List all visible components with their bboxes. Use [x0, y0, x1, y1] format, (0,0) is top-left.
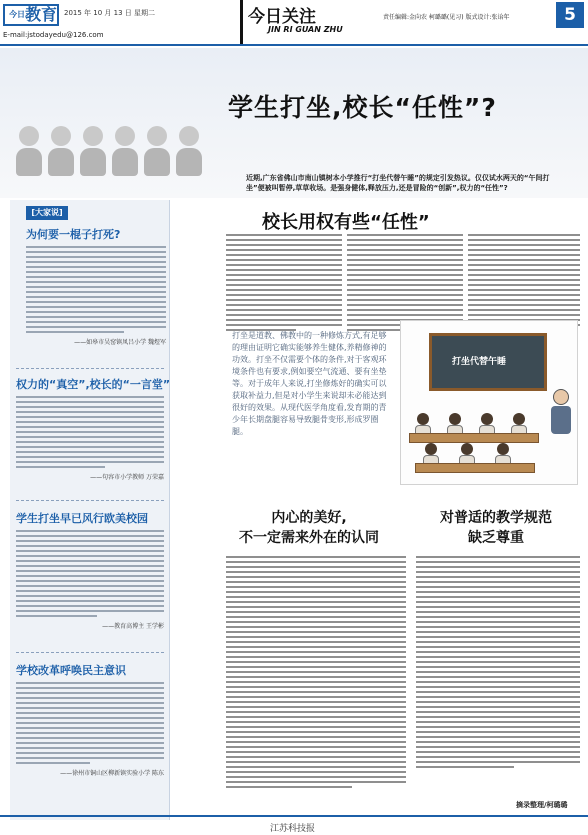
student-figure-icon — [423, 443, 439, 465]
main-article-title[interactable]: 校长用权有些“任性” — [262, 212, 430, 233]
meditation-figure-icon — [176, 126, 202, 176]
meditation-figure-icon — [144, 126, 170, 176]
sidebar-article-body — [16, 682, 164, 764]
sidebar-article-title[interactable]: 为何要一棍子打死? — [26, 228, 121, 241]
contact-email[interactable]: E-mail:jstodayedu@126.com — [3, 31, 104, 39]
section3-author: 摘录整理/柯璐璐 — [516, 801, 568, 809]
chalkboard-text: 打坐代替午睡 — [452, 357, 507, 367]
editor-credits: 责任编辑:金向农 柯璐璐(见习) 版式设计:张诒年 — [383, 14, 510, 21]
article-column — [416, 556, 580, 768]
meditation-figure-icon — [16, 126, 42, 176]
section3-title-line1[interactable]: 对普适的教学规范 — [440, 510, 552, 526]
sidebar-article-author: ——如皋市吴窑镇凤吕小学 魏煜军 — [74, 339, 166, 346]
article-column — [226, 234, 342, 331]
student-figure-icon — [479, 413, 495, 435]
student-figure-icon — [511, 413, 527, 435]
article-column — [347, 234, 463, 331]
sidebar-article-author: ——教育高博主 王学彬 — [102, 623, 164, 630]
section2-title-line1[interactable]: 内心的美好, — [271, 510, 347, 526]
sidebar-article-title[interactable]: 权力的“真空”,校长的“一言堂” — [16, 378, 171, 391]
meditation-figure-icon — [48, 126, 74, 176]
sidebar-article-body — [26, 246, 166, 333]
sidebar-article-author: ——句容市小学教师 万荣嘉 — [90, 474, 164, 481]
page-footer — [0, 815, 588, 835]
page-header — [0, 0, 588, 48]
pull-quote — [232, 330, 392, 470]
chalkboard — [429, 333, 547, 391]
sidebar-divider — [16, 368, 164, 369]
student-figure-icon — [459, 443, 475, 465]
sidebar-article[interactable] — [16, 376, 171, 481]
sidebar-article-title[interactable]: 学校改革呼唤民主意识 — [16, 664, 126, 677]
sidebar-article-body — [16, 530, 164, 617]
sidebar-divider — [16, 652, 164, 653]
newspaper-logo: $^{今日}$教育 — [3, 4, 59, 26]
article-column — [468, 234, 580, 331]
hero-banner — [0, 48, 588, 198]
column-title: 今日关注 — [248, 7, 316, 27]
section3-title-line2[interactable]: 缺乏尊重 — [468, 530, 524, 546]
column-pinyin: JIN RI GUAN ZHU — [268, 25, 343, 34]
sidebar-article-body — [16, 396, 164, 468]
issue-date: 2015 年 10 月 13 日 星期二 — [64, 9, 155, 17]
student-figure-icon — [415, 413, 431, 435]
desk-row — [409, 433, 539, 443]
header-divider — [0, 44, 588, 46]
section2-title-line2[interactable]: 不一定需来外在的认同 — [239, 530, 379, 546]
student-figure-icon — [447, 413, 463, 435]
teacher-figure-icon — [551, 389, 571, 435]
page-number: 5 — [556, 2, 584, 28]
sidebar-article-title[interactable]: 学生打坐早已风行欧美校园 — [16, 512, 148, 525]
article-column — [226, 556, 406, 788]
desk-row — [415, 463, 535, 473]
page-headline: 学生打坐,校长“任性”? — [228, 93, 497, 122]
sidebar-tag: [大家说] — [26, 206, 68, 220]
section3-title[interactable] — [410, 508, 582, 548]
headline-summary: 近期,广东省佛山市南山镇树本小学推行“打坐代替午睡”的规定引发热议。仅仅试水两天的“午间打坐”便被叫暂停,草草收场。是强身健体,释放压力,还是冒险的“创新”,权力的“任性”? — [246, 174, 550, 192]
sidebar-article-author: ——徐州市铜山区柳新镇实验小学 陈东 — [60, 770, 164, 777]
sidebar-divider — [16, 500, 164, 501]
opinion-sidebar — [10, 200, 170, 820]
pull-quote-text: 打坐是道教、佛教中的一种修炼方式,有足够的理由证明它确实能够养生健体,养精修神的功效。打坐不仅需要个体的条件,对于客观环境条件也有要求,例如要空气流通、要有坐垫等。对于成年人来说,打坐修炼好的确实可以获取补益力,但是对小学生来说却未必能达到很好的效果。从现代医学角度看,发育期的青少年长期盘腿容易导致腿骨变形,形成罗圈腿。 — [232, 331, 387, 436]
footer-publication: 江苏科技报 — [270, 824, 316, 834]
student-figure-icon — [495, 443, 511, 465]
meditation-figure-icon — [80, 126, 106, 176]
sidebar-article[interactable] — [26, 226, 166, 346]
sidebar-article[interactable] — [16, 510, 164, 630]
section2-title[interactable] — [214, 508, 404, 548]
sidebar-article[interactable] — [16, 662, 164, 777]
classroom-cartoon — [400, 320, 578, 485]
meditation-figure-icon — [112, 126, 138, 176]
